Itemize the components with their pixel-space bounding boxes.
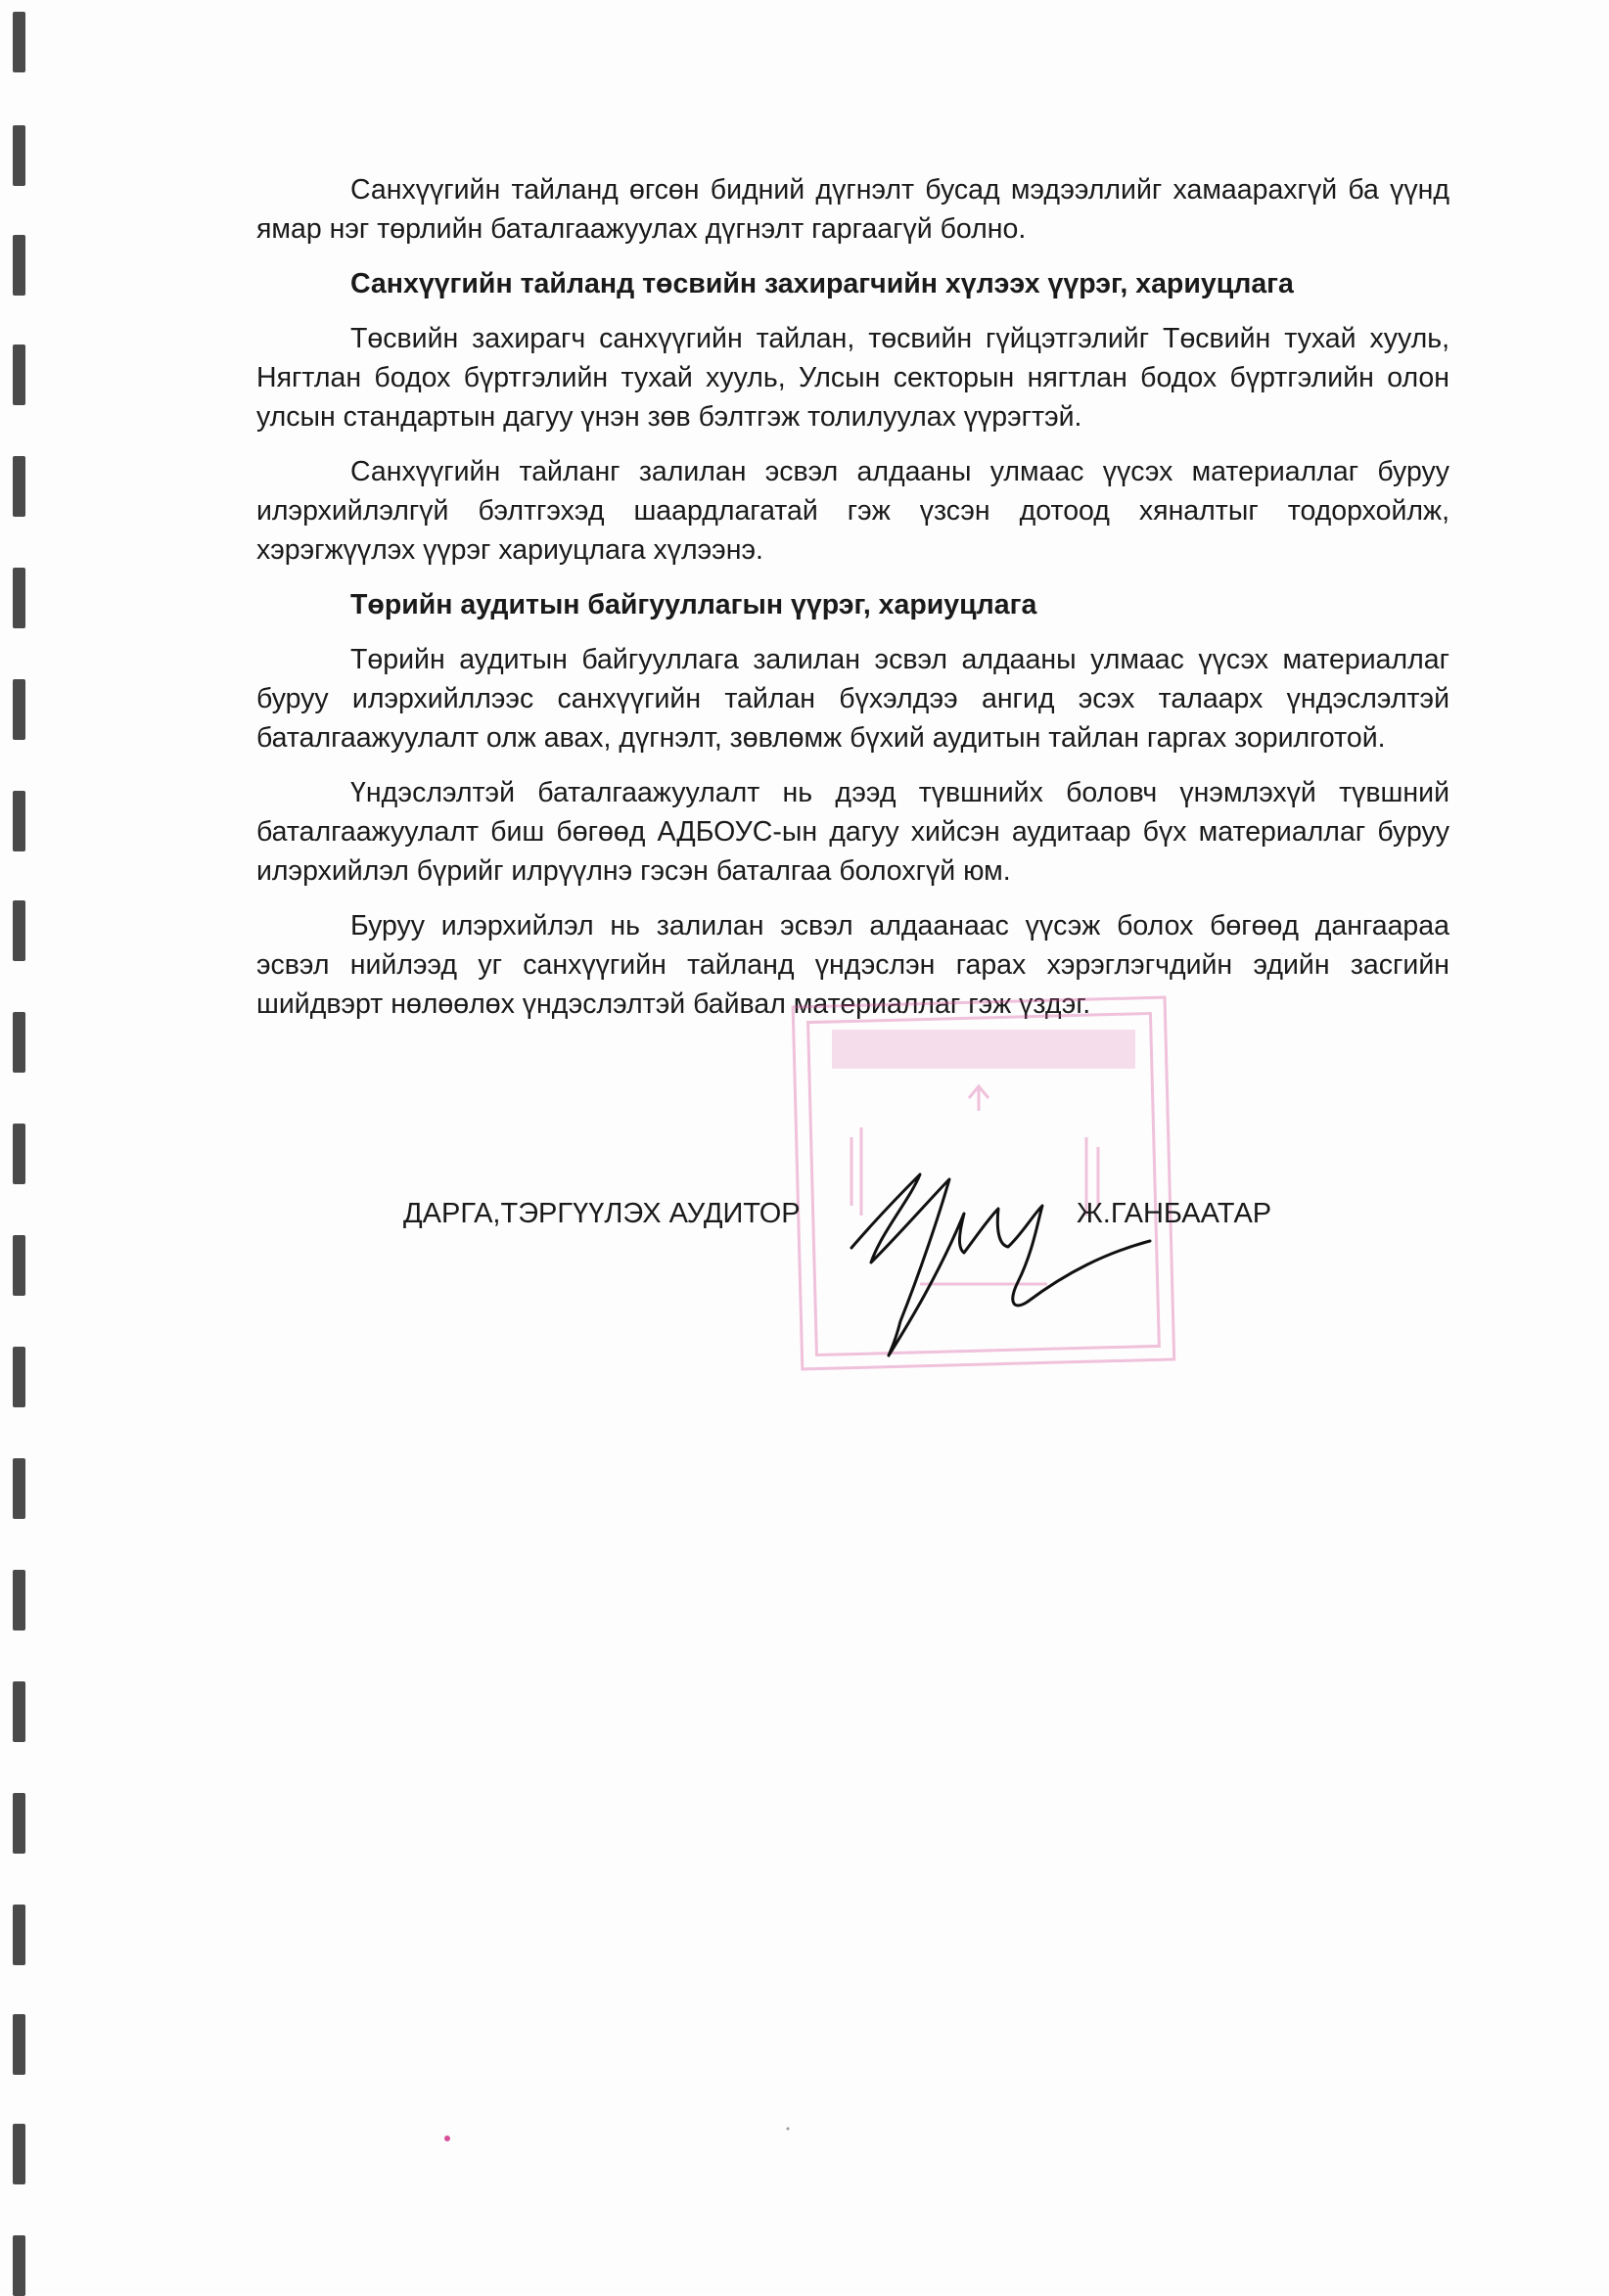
heading-budget-manager-duty: Санхүүгийн тайланд төсвийн захирагчийн хүлээх үүрэг, хариуцлага	[350, 268, 1294, 299]
paragraph-manager-duty-2: Санхүүгийн тайланг залилан эсвэл алдааны улмаас үүсэх материаллаг буруу илэрхийлэлгүй бэлтгэхэд шаардлагатай гэж үзсэн дотоод хяналтыг тодорхойлж, хэрэгжүүлэх үүрэг хариуцлага хүлээнэ.	[256, 456, 1449, 566]
paragraph-audit-duty-1: Төрийн аудитын байгууллага залилан эсвэл алдааны улмаас үүсэх материаллаг буруу илэрхийллээс санхүүгийн тайлан бүхэлдээ ангид эсэх талаарх үндэслэлтэй баталгаажуулалт олж авах, дүгнэлт, зөвлөмж бүхий аудитын тайлан гаргах зорилготой.	[256, 644, 1449, 754]
paragraph-audit-duty-3: Буруу илэрхийлэл нь залилан эсвэл алдаанаас үүсэж болох бөгөөд дангаараа эсвэл нийлээд уг санхүүгийн тайланд үндэслэн гарах хэрэглэгчдийн эдийн засгийн шийдвэрт нөлөөлөх үндэслэлтэй байвал материаллаг гэж үздэг.	[256, 910, 1449, 1020]
paragraph-audit-duty-2: Үндэслэлтэй баталгаажуулалт нь дээд түвшнийх боловч үнэмлэхүй түвшний баталгаажуулалт биш бөгөөд АДБОУС-ын дагуу хийсэн аудитаар бүх материаллаг буруу илэрхийлэл бүрийг илрүүлнэ гэсэн баталгаа болохгүй юм.	[256, 777, 1449, 887]
paragraph-manager-duty-1: Төсвийн захирагч санхүүгийн тайлан, төсвийн гүйцэтгэлийг Төсвийн тухай хууль, Нягтлан бодох бүртгэлийн тухай хууль, Улсын секторын нягтлан бодох бүртгэлийн олон улсын стандартын дагуу үнэн зөв бэлтгэж толилуулах үүрэгтэй.	[256, 323, 1449, 433]
paragraph-other-info: Санхүүгийн тайланд өгсөн бидний дүгнэлт бусад мэдээллийг хамаарахгүй ба үүнд ямар нэг төрлийн баталгаажуулах дүгнэлт гаргаагүй болно.	[256, 174, 1449, 245]
heading-audit-duty: Төрийн аудитын байгууллагын үүрэг, хариуцлага	[350, 589, 1037, 620]
signatory-title: ДАРГА,ТЭРГҮҮЛЭХ АУДИТОР	[403, 1198, 801, 1229]
signatory-name: Ж.ГАНБААТАР	[1077, 1198, 1272, 1229]
